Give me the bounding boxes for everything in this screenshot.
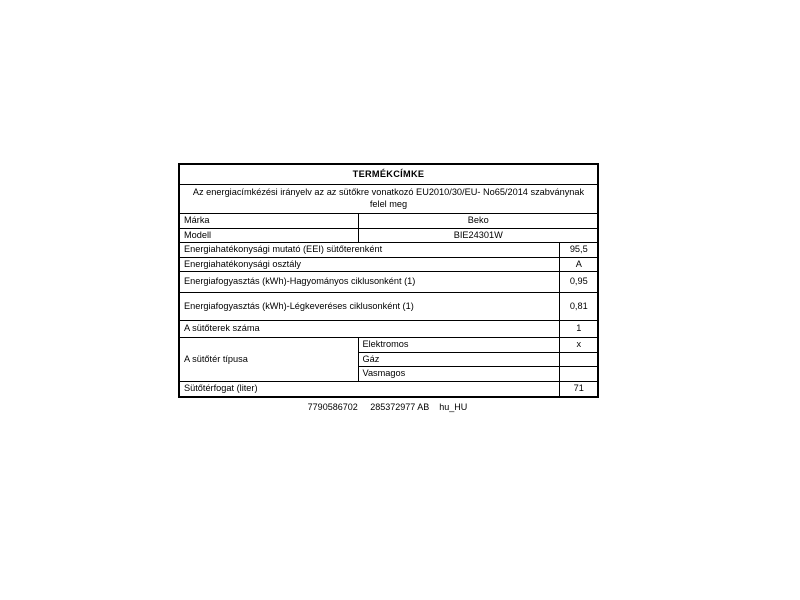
cavity-type-option-mark-cell xyxy=(559,367,598,382)
page-title-text: TERMÉKCÍMKE xyxy=(352,168,425,179)
consumption-fan-label-cell xyxy=(179,293,559,321)
model-label: Modell xyxy=(184,229,212,240)
brand-value-cell xyxy=(358,214,598,229)
consumption-conventional-label: Energiafogyasztás (kWh)-Hagyományos ciklusonként (1) xyxy=(184,276,416,287)
product-label-table xyxy=(178,163,599,398)
eei-value: 95,5 xyxy=(569,244,588,254)
consumption-fan-label: Energiafogyasztás (kWh)-Légkeveréses ciklusonként (1) xyxy=(184,300,414,311)
footer-codes: 7790586702 285372977 AB hu_HU xyxy=(307,402,468,412)
cavity-type-option-mark-cell xyxy=(559,338,598,353)
consumption-conventional-value: 0,95 xyxy=(569,276,588,287)
eei-label: Energiahatékonysági mutató (EEI) sütőterenként xyxy=(184,244,383,254)
table-row-brand xyxy=(179,214,598,229)
cavity-type-option-gas: Gáz xyxy=(362,353,380,364)
regulation-statement-text: Az energiacímkézési irányelv az az sütőkre vonatkozó EU2010/30/EU- No65/2014 szabványnak felel meg xyxy=(192,187,585,209)
cavity-type-label: A sütőtér típusa xyxy=(184,353,248,364)
table-row-energy-class xyxy=(179,257,598,272)
consumption-fan-value-cell xyxy=(559,293,598,321)
consumption-fan-value: 0,81 xyxy=(569,300,588,311)
consumption-conventional-label-cell xyxy=(179,272,559,293)
table-row-consumption-fan xyxy=(179,293,598,321)
cavity-type-option-mark-cell xyxy=(559,352,598,367)
table-row-subtitle xyxy=(179,185,598,214)
energy-class-label-cell xyxy=(179,257,559,272)
table-row-consumption-conventional xyxy=(179,272,598,293)
cavity-count-value: 1 xyxy=(576,323,582,334)
table-row-model xyxy=(179,228,598,243)
cavity-count-label-cell xyxy=(179,321,559,338)
model-label-cell xyxy=(179,228,358,243)
cavity-count-label: A sütőterek száma xyxy=(184,323,260,334)
consumption-conventional-value-cell xyxy=(559,272,598,293)
table-row-cavity-count xyxy=(179,321,598,338)
cavity-type-mark-iron xyxy=(560,373,598,375)
brand-value: Beko xyxy=(467,215,489,225)
energy-class-value: A xyxy=(575,258,582,269)
table-row-cavity-type-electric xyxy=(179,338,598,353)
brand-label-cell xyxy=(179,214,358,229)
table-row-eei xyxy=(179,243,598,258)
regulation-statement xyxy=(179,185,598,214)
model-value: BIE24301W xyxy=(453,229,503,240)
energy-class-value-cell xyxy=(559,257,598,272)
table-row-title xyxy=(179,164,598,185)
cavity-type-option-name-cell xyxy=(358,338,559,353)
page-title xyxy=(179,164,598,185)
eei-label-cell xyxy=(179,243,559,258)
brand-label: Márka xyxy=(184,215,210,225)
cavity-type-option-electric: Elektromos xyxy=(362,339,409,349)
cavity-type-option-name-cell xyxy=(358,352,559,367)
cavity-type-option-name-cell xyxy=(358,367,559,382)
cavity-type-mark-gas xyxy=(560,358,598,360)
cavity-type-label-cell xyxy=(179,338,358,382)
cavity-count-value-cell xyxy=(559,321,598,338)
volume-label: Sütőtérfogat (liter) xyxy=(184,382,258,393)
table-row-volume xyxy=(179,381,598,397)
model-value-cell xyxy=(358,228,598,243)
energy-class-label: Energiahatékonysági osztály xyxy=(184,258,301,269)
volume-value-cell xyxy=(559,381,598,397)
cavity-type-mark-electric: x xyxy=(576,339,582,349)
product-label-container xyxy=(178,163,597,398)
volume-label-cell xyxy=(179,381,559,397)
cavity-type-option-iron: Vasmagos xyxy=(362,368,406,378)
eei-value-cell xyxy=(559,243,598,258)
volume-value: 71 xyxy=(573,382,584,393)
